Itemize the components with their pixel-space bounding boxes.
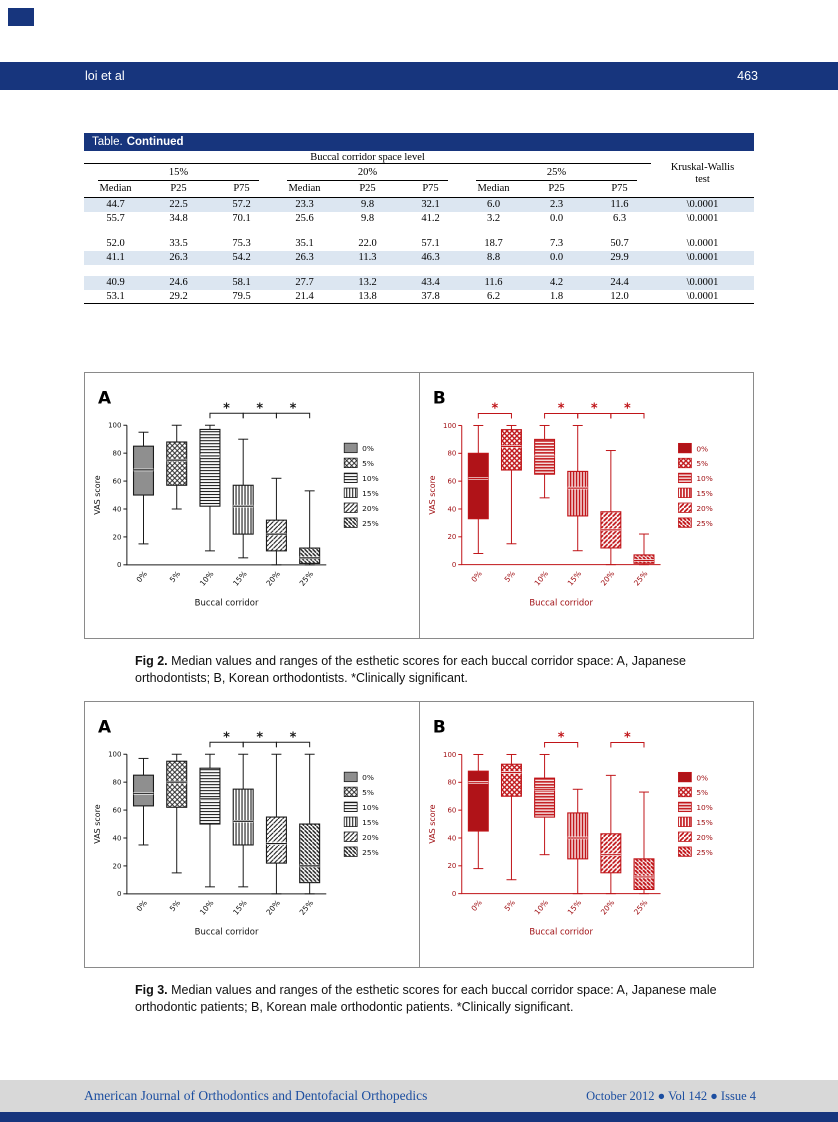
svg-text:15%: 15% — [696, 817, 713, 827]
table-cell: 11.6 — [588, 198, 651, 212]
table-row — [84, 251, 754, 265]
table-cell: 54.2 — [210, 251, 273, 265]
svg-text:VAS score: VAS score — [92, 804, 102, 844]
svg-text:5%: 5% — [502, 569, 517, 584]
svg-text:5%: 5% — [502, 897, 517, 913]
svg-text:A: A — [97, 716, 112, 737]
print-corner-mark — [8, 8, 34, 26]
svg-text:40: 40 — [112, 834, 122, 843]
svg-text:10%: 10% — [696, 474, 713, 484]
group-header-25: 25% — [462, 164, 651, 181]
table-cell: 34.8 — [169, 213, 188, 224]
svg-text:20: 20 — [112, 862, 122, 871]
svg-text:60: 60 — [447, 477, 457, 486]
table-cell: 22.5 — [147, 198, 210, 212]
svg-text:25%: 25% — [362, 518, 379, 528]
svg-text:20%: 20% — [598, 897, 617, 917]
svg-text:VAS score: VAS score — [427, 804, 437, 844]
group-header-20: 20% — [273, 164, 462, 181]
svg-text:20%: 20% — [264, 898, 282, 917]
svg-text:15%: 15% — [231, 898, 249, 917]
svg-text:A: A — [97, 387, 112, 408]
svg-text:20%: 20% — [598, 569, 617, 588]
fig2-caption — [135, 653, 750, 687]
fig3-panelB-boxplot — [420, 702, 753, 967]
svg-text:5%: 5% — [167, 569, 183, 585]
table-cell: 41.2 — [421, 213, 440, 224]
svg-text:*: * — [624, 401, 631, 417]
table-cell: 43.4 — [399, 276, 462, 290]
svg-text:40: 40 — [447, 834, 457, 843]
table-cell: 33.5 — [169, 238, 188, 249]
svg-text:15%: 15% — [565, 897, 584, 917]
svg-text:25%: 25% — [297, 569, 316, 588]
svg-text:25%: 25% — [362, 847, 379, 857]
page-number: 463 — [737, 69, 758, 83]
svg-text:40: 40 — [112, 505, 122, 514]
svg-text:80: 80 — [447, 778, 457, 787]
svg-text:B: B — [432, 716, 446, 737]
svg-text:100: 100 — [108, 750, 122, 759]
svg-text:*: * — [590, 401, 598, 417]
svg-text:80: 80 — [112, 449, 122, 458]
table-cell: 24.4 — [588, 276, 651, 290]
svg-text:Buccal corridor: Buccal corridor — [529, 597, 593, 608]
table-cell: 24.6 — [147, 276, 210, 290]
table-cell: 4.2 — [525, 276, 588, 290]
table-cell: 40.9 — [84, 276, 147, 290]
table-cell: 35.1 — [295, 238, 314, 249]
svg-text:*: * — [289, 401, 297, 417]
table-cell: 12.0 — [588, 290, 651, 304]
kruskal-wallis-header: Kruskal-Wallis test — [651, 151, 754, 198]
svg-text:80: 80 — [112, 778, 122, 787]
table-cell: 25.6 — [295, 213, 314, 224]
fig3-caption-label: Fig 3. — [135, 982, 168, 997]
svg-text:0: 0 — [451, 889, 457, 898]
fig3-panelA-boxplot — [85, 702, 419, 967]
table-cell: 0.0 — [549, 213, 564, 224]
fig2-panel-b — [419, 373, 753, 638]
svg-text:15%: 15% — [362, 817, 379, 827]
journal-name: American Journal of Orthodontics and Dentofacial Orthopedics — [84, 1088, 428, 1103]
table-cell: 70.1 — [232, 213, 251, 224]
svg-text:20%: 20% — [362, 832, 379, 842]
table-cell: 9.8 — [360, 213, 375, 224]
fig2-panelA-boxplot — [85, 373, 419, 638]
table-row — [84, 198, 754, 212]
svg-text:*: * — [223, 401, 230, 417]
table-cell: 53.1 — [84, 290, 147, 304]
table-row — [84, 212, 754, 226]
svg-text:25%: 25% — [631, 897, 650, 917]
table-cell: \0.0001 — [651, 198, 754, 212]
table-cell: 6.0 — [462, 198, 525, 212]
svg-text:15%: 15% — [696, 489, 713, 499]
fig2-panel-a — [85, 373, 419, 638]
svg-text:B: B — [432, 387, 446, 408]
svg-text:15%: 15% — [231, 569, 249, 588]
svg-text:Buccal corridor: Buccal corridor — [194, 597, 259, 608]
svg-text:20: 20 — [112, 533, 122, 542]
fig2-caption-label: Fig 2. — [135, 654, 168, 668]
table-title-continued: Continued — [126, 136, 184, 148]
svg-text:VAS score: VAS score — [427, 475, 437, 515]
svg-text:60: 60 — [112, 477, 122, 486]
svg-text:20%: 20% — [696, 503, 713, 513]
svg-text:40: 40 — [447, 505, 457, 514]
svg-text:5%: 5% — [167, 898, 183, 913]
svg-text:15%: 15% — [565, 569, 584, 588]
table-row — [84, 276, 754, 290]
svg-text:Buccal corridor: Buccal corridor — [194, 926, 259, 937]
svg-text:10%: 10% — [696, 802, 713, 812]
data-table — [84, 151, 754, 304]
table-cell: 9.8 — [336, 198, 399, 212]
svg-text:100: 100 — [443, 421, 457, 430]
svg-text:0: 0 — [116, 561, 122, 570]
table-row — [84, 237, 754, 251]
table-cell: 2.3 — [525, 198, 588, 212]
table-cell: 29.9 — [588, 251, 651, 265]
svg-text:0%: 0% — [696, 773, 709, 783]
table-cell: 44.7 — [84, 198, 147, 212]
fig2 — [84, 372, 754, 639]
table-cell: 52.0 — [106, 238, 125, 249]
table-sub-header-row: Median P25 P75 Median P25 P75 Median P25 P75 — [84, 181, 754, 198]
svg-text:0%: 0% — [362, 772, 375, 782]
table-cell: 58.1 — [210, 276, 273, 290]
table-cell: 75.3 — [232, 238, 251, 249]
svg-text:25%: 25% — [631, 569, 650, 588]
table-cell: 3.2 — [486, 213, 501, 224]
table-cell: \0.0001 — [686, 213, 719, 224]
fig3-panel-a — [85, 702, 419, 967]
svg-text:0: 0 — [451, 561, 457, 570]
table-cell: 46.3 — [399, 251, 462, 265]
svg-text:20%: 20% — [264, 569, 282, 588]
svg-text:15%: 15% — [362, 489, 379, 499]
svg-text:25%: 25% — [696, 847, 713, 857]
svg-text:0%: 0% — [469, 569, 484, 584]
svg-text:100: 100 — [108, 421, 122, 430]
svg-text:*: * — [557, 401, 565, 417]
svg-text:*: * — [223, 730, 230, 746]
svg-text:20%: 20% — [696, 832, 713, 842]
svg-text:5%: 5% — [696, 787, 709, 797]
svg-text:10%: 10% — [197, 569, 216, 588]
table-cell: 7.3 — [549, 238, 564, 249]
fig3-panel-b — [419, 702, 753, 967]
table-cell: 26.3 — [273, 251, 336, 265]
table-cell: 6.2 — [462, 290, 525, 304]
svg-text:*: * — [256, 401, 264, 417]
table-cell: 22.0 — [358, 238, 377, 249]
table-cell: 13.2 — [336, 276, 399, 290]
table-cell: 11.6 — [462, 276, 525, 290]
table-cell: 26.3 — [147, 251, 210, 265]
table-cell: 27.7 — [273, 276, 336, 290]
table-cell: 50.7 — [610, 238, 629, 249]
fig3-caption — [135, 982, 750, 1016]
svg-text:10%: 10% — [362, 474, 379, 484]
svg-text:0: 0 — [116, 889, 122, 898]
running-head: loi et al — [85, 69, 125, 83]
svg-text:5%: 5% — [362, 459, 375, 469]
span-header: Buccal corridor space level — [84, 151, 651, 164]
table-cell: \0.0001 — [651, 290, 754, 304]
table-row — [84, 290, 754, 304]
table-cell: 8.8 — [462, 251, 525, 265]
table-cell: 23.3 — [273, 198, 336, 212]
svg-text:0%: 0% — [362, 444, 375, 454]
table-cell: 79.5 — [210, 290, 273, 304]
table-title-bar — [84, 133, 754, 151]
svg-text:Buccal corridor: Buccal corridor — [529, 926, 593, 937]
table-cell: 0.0 — [525, 251, 588, 265]
svg-text:100: 100 — [443, 750, 457, 759]
group-header-15: 15% — [84, 164, 273, 181]
table-cell: 57.2 — [210, 198, 273, 212]
table-cell: 6.3 — [612, 213, 627, 224]
svg-text:10%: 10% — [532, 897, 551, 917]
table-cell: \0.0001 — [651, 276, 754, 290]
table-cell: 11.3 — [336, 251, 399, 265]
table-cell: 1.8 — [525, 290, 588, 304]
svg-text:*: * — [256, 730, 264, 746]
svg-text:25%: 25% — [297, 898, 316, 917]
table-body — [84, 198, 754, 304]
svg-text:60: 60 — [447, 806, 457, 815]
table-span-header-row — [84, 151, 754, 164]
table-title-label: Table. — [92, 136, 123, 148]
fig2-caption-text: Median values and ranges of the esthetic scores for each buccal corridor space: A, Japanese orthodontists; B, Korean orthodontists. *Clinically significant. — [135, 654, 687, 685]
table-cell: \0.0001 — [686, 238, 719, 249]
table-gap-row — [84, 265, 754, 276]
svg-text:*: * — [557, 730, 565, 746]
table-cell: 41.1 — [84, 251, 147, 265]
table-cell: 13.8 — [336, 290, 399, 304]
table-cell: 21.4 — [273, 290, 336, 304]
svg-text:20%: 20% — [362, 503, 379, 513]
svg-text:0%: 0% — [469, 897, 484, 913]
svg-text:10%: 10% — [362, 802, 379, 812]
svg-text:0%: 0% — [134, 569, 150, 585]
svg-text:25%: 25% — [696, 518, 713, 528]
table-cell: 18.7 — [484, 238, 503, 249]
svg-text:20: 20 — [447, 861, 457, 870]
svg-text:5%: 5% — [696, 459, 709, 469]
svg-text:80: 80 — [447, 449, 457, 458]
footer-bottom-bar — [0, 1112, 838, 1122]
svg-text:*: * — [289, 730, 297, 746]
svg-text:VAS score: VAS score — [92, 475, 102, 515]
issue-info: October 2012 ● Vol 142 ● Issue 4 — [586, 1088, 756, 1103]
svg-text:20: 20 — [447, 533, 457, 542]
svg-text:*: * — [491, 401, 499, 417]
fig3-caption-text: Median values and ranges of the esthetic scores for each buccal corridor space: A, Japanese male orthodontic patients; B, Korean male orthodontic patients. *Clinically significant. — [135, 982, 717, 1014]
table-cell: 57.1 — [421, 238, 440, 249]
svg-text:10%: 10% — [532, 569, 551, 588]
footer-band — [0, 1080, 838, 1112]
table-cell: \0.0001 — [651, 251, 754, 265]
fig2-panelB-boxplot — [420, 373, 753, 638]
svg-text:60: 60 — [112, 806, 122, 815]
svg-text:*: * — [624, 730, 631, 746]
svg-text:0%: 0% — [696, 444, 709, 454]
page-header-band — [0, 62, 838, 90]
table-cell: 32.1 — [399, 198, 462, 212]
fig3 — [84, 701, 754, 968]
svg-text:5%: 5% — [362, 787, 375, 797]
table-gap-row — [84, 226, 754, 237]
table-cell: 29.2 — [147, 290, 210, 304]
svg-text:10%: 10% — [197, 898, 216, 917]
svg-text:0%: 0% — [134, 898, 150, 913]
table-cell: 55.7 — [106, 213, 125, 224]
page-content — [84, 133, 754, 1030]
table-cell: 37.8 — [399, 290, 462, 304]
